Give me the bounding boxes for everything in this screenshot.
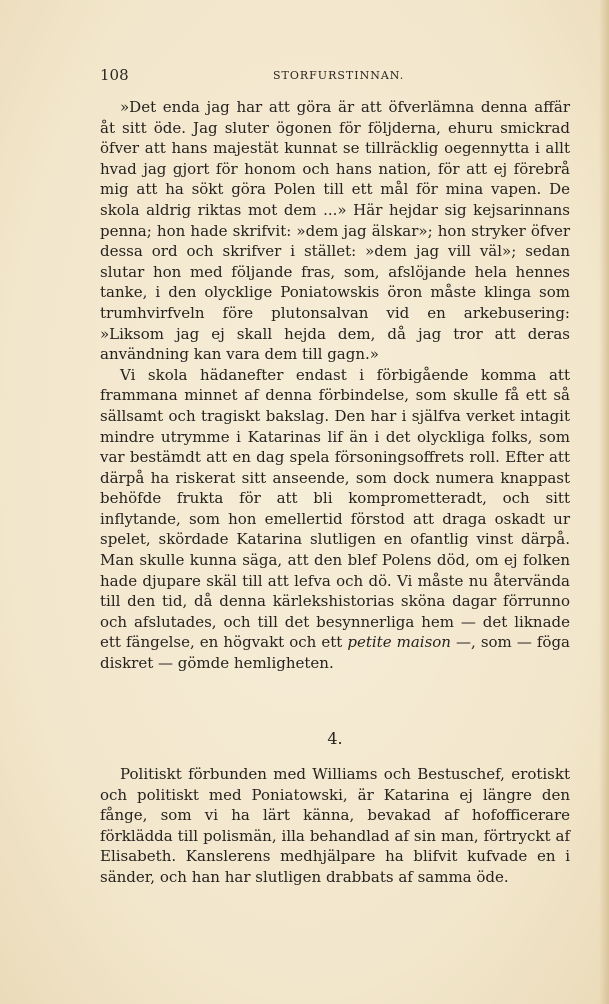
- running-title: STORFURSTINNAN.: [273, 69, 405, 82]
- italic-phrase: petite maison: [347, 633, 451, 652]
- quote-paragraph: »Det enda jag har att göra är att öfverlämna denna affär åt sitt öde. Jag sluter ögonen för följderna, ehuru smickrad öfver att hans majestät kunnat se tillräcklig oegennytta i allt hvad jag gjort för honom och hans nation, för att ej förebrå mig att ha sökt göra Polen till ett mål för mina vapen. De skola aldrig riktas mot dem ...» Här hejdar sig kejsarinnans penna; hon hade skrifvit: »dem jag älskar»; hon stryker öfver dessa ord och skrifver i stället: »dem jag vill väl»; sedan slutar hon med följande fras, som, afslöjande hela hennes tanke, i den olycklige Poniatowskis öron måste klinga som trumhvirfveln före plutonsalvan vid en arkebusering: »Liksom jag ej skall hejda dem, då jag tror att deras användning kan vara dem till gagn.»: [100, 98, 570, 364]
- section-number: 4.: [327, 729, 343, 748]
- continuation-paragraph: [100, 365, 570, 674]
- section-text-block: [100, 764, 570, 888]
- main-text-block: [100, 97, 570, 674]
- page-edge: [599, 0, 609, 1004]
- page-header: [100, 66, 570, 88]
- continuation-text: Vi skola hädanefter endast i förbigående komma att frammana minnet af denna förbindelse, som skulle få ett så sällsamt och tragiskt bakslag. Den har i själfva verket intagit mindre utrymme i Katarinas lif än i det olyckliga folks, som var bestämdt att en dag spela försoningsoffrets roll. Efter att därpå ha riskerat sitt anseende, som dock numera knappast behöfde frukta för att bli komprometteradt, och sitt inflytande, som hon emellertid förstod att draga oskadt ur spelet, skördade Katarina slutligen en ofantlig vinst därpå. Man skulle kunna säga, att den blef Polens död, om ej folken hade djupare skäl till att lefva och dö. Vi måste nu återvända till den tid, då denna kärlekshistorias sköna dagar förrunno och afslutades, och till det besynnerliga hem — det liknade ett fängelse, en högvakt och ett: [100, 365, 570, 652]
- page-number: 108: [100, 66, 129, 84]
- section-paragraph: Politiskt förbunden med Williams och Bestuschef, erotiskt och politiskt med Poniatowski, är Katarina ej längre den fånge, som vi ha lärt känna, bevakad af hofofficerare förklädda till polismän, illa behandlad af sin man, förtryckt af Elisabeth. Kanslerens medhjälpare ha blifvit kufvade en i sänder, och han har slutligen drabbats af samma öde.: [100, 765, 570, 886]
- continuation-text-end: —, som — föga diskret — gömde hemligheten.: [100, 633, 570, 673]
